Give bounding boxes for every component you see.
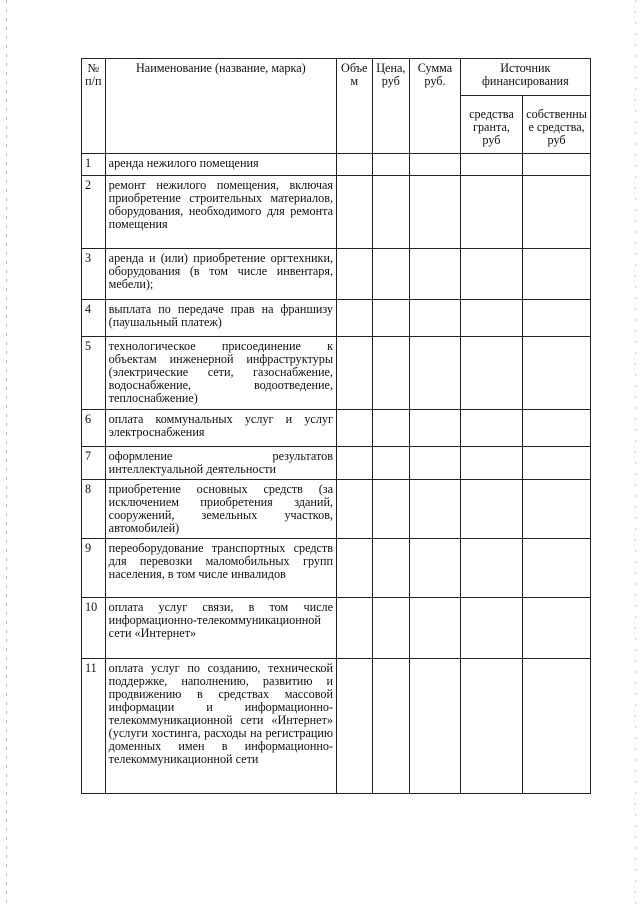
cell-own: [523, 176, 591, 249]
financing-table: [81, 58, 591, 794]
row-num: 1: [82, 154, 106, 176]
scan-edge-right: [635, 0, 636, 905]
cell-grant: [460, 410, 522, 447]
cell-grant: [460, 539, 522, 598]
cell-sum: [410, 176, 461, 249]
cell-price: [372, 249, 410, 300]
row-name: переоборудование транспортных средств для перевозки маломобильных групп населения, в том числе инвалидов: [105, 539, 336, 598]
cell-grant: [460, 447, 522, 480]
cell-grant: [460, 598, 522, 659]
cell-own: [523, 337, 591, 410]
cell-price: [372, 154, 410, 176]
cell-sum: [410, 659, 461, 794]
cell-volume: [337, 337, 373, 410]
row-num: 8: [82, 480, 106, 539]
cell-price: [372, 337, 410, 410]
row-name: технологическое присоединение к объектам инженерной инфраструктуры (электрические сети, газоснабжение, водоснабжение, водоотведение, теплоснабжение): [105, 337, 336, 410]
row-num: 3: [82, 249, 106, 300]
cell-sum: [410, 249, 461, 300]
cell-own: [523, 480, 591, 539]
header-volume: Объе м: [337, 59, 373, 154]
cell-sum: [410, 480, 461, 539]
row-name: приобретение основных средств (за исключением приобретения зданий, сооружений, земельных участков, автомобилей): [105, 480, 336, 539]
header-price: Цена, руб: [372, 59, 410, 154]
row-name: оплата коммунальных услуг и услуг электроснабжения: [105, 410, 336, 447]
cell-grant: [460, 337, 522, 410]
cell-sum: [410, 300, 461, 337]
row-name: оплата услуг по созданию, технической поддержке, наполнению, развитию и продвижению в средствах массовой информации и информационно-телекоммуникационной сети «Интернет» (услуги хостинга, расходы на регистрацию доменных имен в информационно-телекоммуникационной сети: [105, 659, 336, 794]
cell-own: [523, 154, 591, 176]
header-own: собственны е средства, руб: [523, 96, 591, 154]
cell-volume: [337, 659, 373, 794]
cell-grant: [460, 176, 522, 249]
cell-volume: [337, 598, 373, 659]
table-row: [82, 480, 591, 539]
cell-price: [372, 480, 410, 539]
cell-price: [372, 176, 410, 249]
row-name: аренда и (или) приобретение оргтехники, оборудования (в том числе инвентаря, мебели);: [105, 249, 336, 300]
table-row: [82, 539, 591, 598]
cell-price: [372, 410, 410, 447]
header-sum: Сумма руб.: [410, 59, 461, 154]
cell-volume: [337, 249, 373, 300]
cell-own: [523, 539, 591, 598]
scan-edge-left: [6, 0, 7, 905]
cell-volume: [337, 447, 373, 480]
cell-sum: [410, 154, 461, 176]
cell-price: [372, 447, 410, 480]
cell-own: [523, 249, 591, 300]
table-row: [82, 176, 591, 249]
cell-price: [372, 300, 410, 337]
row-num: 6: [82, 410, 106, 447]
cell-sum: [410, 337, 461, 410]
cell-grant: [460, 300, 522, 337]
cell-volume: [337, 539, 373, 598]
table-row: [82, 300, 591, 337]
cell-own: [523, 447, 591, 480]
cell-own: [523, 300, 591, 337]
table-row: [82, 447, 591, 480]
cell-sum: [410, 598, 461, 659]
cell-sum: [410, 447, 461, 480]
row-num: 4: [82, 300, 106, 337]
row-name: ремонт нежилого помещения, включая приобретение строительных материалов, оборудования, необходимого для ремонта помещения: [105, 176, 336, 249]
header-source: Источник финансирования: [460, 59, 590, 96]
cell-grant: [460, 480, 522, 539]
header-row: [82, 59, 591, 96]
row-num: 2: [82, 176, 106, 249]
table-row: [82, 337, 591, 410]
row-num: 10: [82, 598, 106, 659]
row-num: 5: [82, 337, 106, 410]
table-row: [82, 598, 591, 659]
cell-sum: [410, 410, 461, 447]
cell-own: [523, 410, 591, 447]
row-name: аренда нежилого помещения: [105, 154, 336, 176]
row-name: оплата услуг связи, в том числе информационно-телекоммуникационной сети «Интернет»: [105, 598, 336, 659]
header-name: Наименование (название, марка): [105, 59, 336, 154]
cell-own: [523, 598, 591, 659]
table-row: [82, 154, 591, 176]
row-num: 9: [82, 539, 106, 598]
table-row: [82, 410, 591, 447]
cell-volume: [337, 154, 373, 176]
cell-volume: [337, 300, 373, 337]
cell-price: [372, 659, 410, 794]
cell-price: [372, 598, 410, 659]
table-row: [82, 249, 591, 300]
row-name: выплата по передаче прав на франшизу (паушальный платеж): [105, 300, 336, 337]
cell-grant: [460, 154, 522, 176]
cell-grant: [460, 249, 522, 300]
cell-own: [523, 659, 591, 794]
cell-volume: [337, 410, 373, 447]
row-name: оформление результатов интеллектуальной деятельности: [105, 447, 336, 480]
cell-volume: [337, 176, 373, 249]
cell-sum: [410, 539, 461, 598]
header-grant: средства гранта, руб: [460, 96, 522, 154]
cell-grant: [460, 659, 522, 794]
table-row: [82, 659, 591, 794]
cell-price: [372, 539, 410, 598]
row-num: 7: [82, 447, 106, 480]
cell-volume: [337, 480, 373, 539]
row-num: 11: [82, 659, 106, 794]
header-num: № п/п: [82, 59, 106, 154]
